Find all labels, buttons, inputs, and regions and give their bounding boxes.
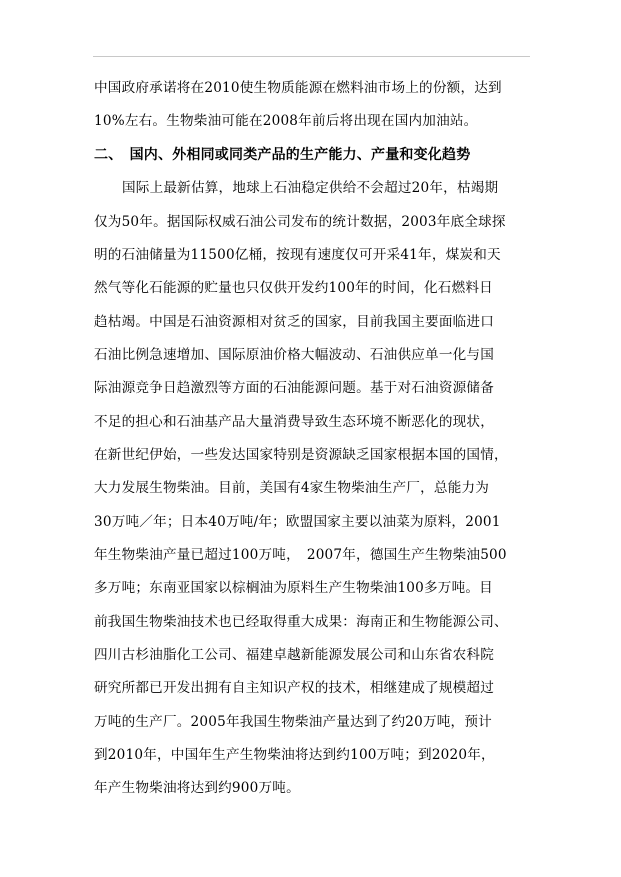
- text-line: 年产生物柴油将达到约900万吨。: [94, 780, 300, 796]
- text-line: 30万吨／年；日本40万吨/年；欧盟国家主要以油菜为原料，2001: [94, 514, 501, 530]
- text-line: 中国政府承诺将在2010使生物质能源在燃料油市场上的份额，达到: [94, 80, 502, 96]
- header-rule: [93, 56, 530, 57]
- text-line: 年生物柴油产量已超过100万吨， 2007年，德国生产生物柴油500: [94, 547, 507, 563]
- text-line: 四川古杉油脂化工公司、福建卓越新能源发展公司和山东省农科院: [94, 647, 495, 663]
- text-line: 不足的担心和石油基产品大量消费导致生态环境不断恶化的现状，: [94, 414, 495, 430]
- text-line: 大力发展生物柴油。目前，美国有4家生物柴油生产厂，总能力为: [94, 480, 490, 496]
- text-line: 然气等化石能源的贮量也只仅供开发约100年的时间，化石燃料日: [94, 280, 493, 296]
- text-line: 前我国生物柴油技术也已经取得重大成果：海南正和生物能源公司、: [94, 614, 508, 630]
- text-line: 际油源竞争日趋激烈等方面的石油能源问题。基于对石油资源储备: [94, 380, 495, 396]
- text-line: 趋枯竭。中国是石油资源相对贫乏的国家，目前我国主要面临进口: [94, 314, 495, 330]
- text-line: 国际上最新估算，地球上石油稳定供给不会超过20年，枯竭期: [122, 180, 499, 196]
- text-line: 研究所都已开发出拥有自主知识产权的技术，相继建成了规模超过: [94, 680, 495, 696]
- text-line: 石油比例急速增加、国际原油价格大幅波动、石油供应单一化与国: [94, 347, 495, 363]
- text-line: 到2010年，中国年生产生物柴油将达到约100万吨；到2020年，: [94, 747, 495, 763]
- text-line: 10%左右。生物柴油可能在2008年前后将出现在国内加油站。: [94, 113, 478, 129]
- text-line: 万吨的生产厂。2005年我国生物柴油产量达到了约20万吨，预计: [94, 714, 492, 730]
- text-line: 多万吨；东南亚国家以棕榈油为原料生产生物柴油100多万吨。目: [94, 580, 493, 596]
- text-line: 明的石油储量为11500亿桶，按现有速度仅可开采41年，煤炭和天: [94, 247, 501, 263]
- section-heading: 二、 国内、外相同或同类产品的生产能力、产量和变化趋势: [94, 147, 471, 163]
- text-line: 在新世纪伊始，一些发达国家特别是资源缺乏国家根据本国的国情，: [94, 447, 508, 463]
- text-line: 仅为50年。据国际权威石油公司发布的统计数据，2003年底全球探: [94, 214, 506, 230]
